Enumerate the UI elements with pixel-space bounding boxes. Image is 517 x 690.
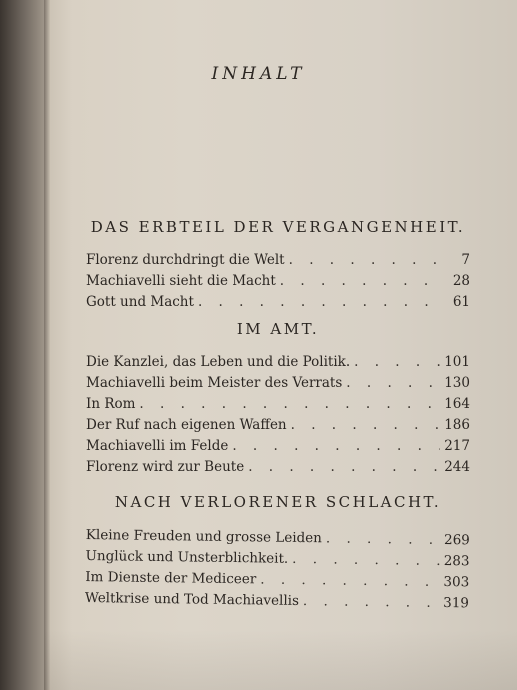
entry-page: 61 <box>452 294 470 310</box>
entry-title: Kleine Freuden und grosse Leiden <box>85 526 323 547</box>
dot-leader <box>303 591 439 614</box>
toc-entry <box>86 436 470 457</box>
toc-section-3 <box>84 493 470 612</box>
entry-page: 164 <box>444 396 470 412</box>
entry-title: In Rom <box>86 396 136 412</box>
dot-leader <box>346 373 440 394</box>
toc-entry <box>86 250 470 271</box>
entry-title: Die Kanzlei, das Leben und die Politik. <box>86 354 351 370</box>
entry-page: 269 <box>443 532 470 549</box>
dot-leader <box>292 549 440 572</box>
entry-title: Florenz wird zur Beute <box>86 459 245 475</box>
entry-title: Machiavelli im Felde <box>86 438 229 454</box>
dot-leader <box>280 271 440 292</box>
entry-title: Florenz durchdringt die Welt <box>86 252 285 268</box>
entry-title: Machiavelli sieht die Macht <box>86 273 276 289</box>
dot-leader <box>198 292 440 313</box>
page-bottom-shade <box>44 630 517 690</box>
dot-leader <box>354 352 440 373</box>
toc-entry <box>86 373 470 394</box>
dot-leader <box>289 250 440 271</box>
entry-page: 283 <box>443 552 470 570</box>
entry-page: 244 <box>444 459 470 475</box>
entry-page: 303 <box>443 573 470 591</box>
toc-entry <box>86 292 470 313</box>
toc-entry <box>86 271 470 292</box>
toc-section-2 <box>86 320 470 478</box>
entry-page: 7 <box>461 252 470 268</box>
toc-entry <box>86 457 470 478</box>
entry-page: 101 <box>444 354 470 370</box>
book-spine-shadow <box>0 0 46 690</box>
page-gutter-edge <box>44 0 50 690</box>
section-heading: IM AMT. <box>236 320 320 338</box>
entry-title: Machiavelli beim Meister des Verrats <box>86 375 343 391</box>
entry-page: 130 <box>444 375 470 391</box>
toc-entry <box>86 415 470 436</box>
entry-title: Im Dienste der Mediceer <box>85 568 257 588</box>
toc-entry <box>86 352 470 373</box>
dot-leader <box>248 457 440 478</box>
entry-page: 28 <box>452 273 470 289</box>
toc-section-1 <box>86 218 470 313</box>
section-heading: NACH VERLORENER SCHLACHT. <box>114 493 442 511</box>
entry-title: Weltkrise und Tod Machiavellis <box>84 589 300 609</box>
dot-leader <box>291 415 440 436</box>
section-heading: DAS ERBTEIL DER VERGANGENHEIT. <box>90 218 466 236</box>
dot-leader <box>232 436 440 457</box>
dot-leader <box>326 528 440 551</box>
entry-page: 186 <box>444 417 470 433</box>
entry-page: 217 <box>444 438 470 454</box>
entry-title: Gott und Macht <box>86 294 194 310</box>
entry-title: Der Ruf nach eigenen Waffen <box>86 417 287 433</box>
dot-leader <box>260 569 439 592</box>
toc-entry <box>86 394 470 415</box>
toc-title: INHALT <box>211 64 306 84</box>
dot-leader <box>139 394 440 415</box>
entry-page: 319 <box>443 594 470 612</box>
entry-title: Unglück und Unsterblichkeit. <box>85 547 289 567</box>
